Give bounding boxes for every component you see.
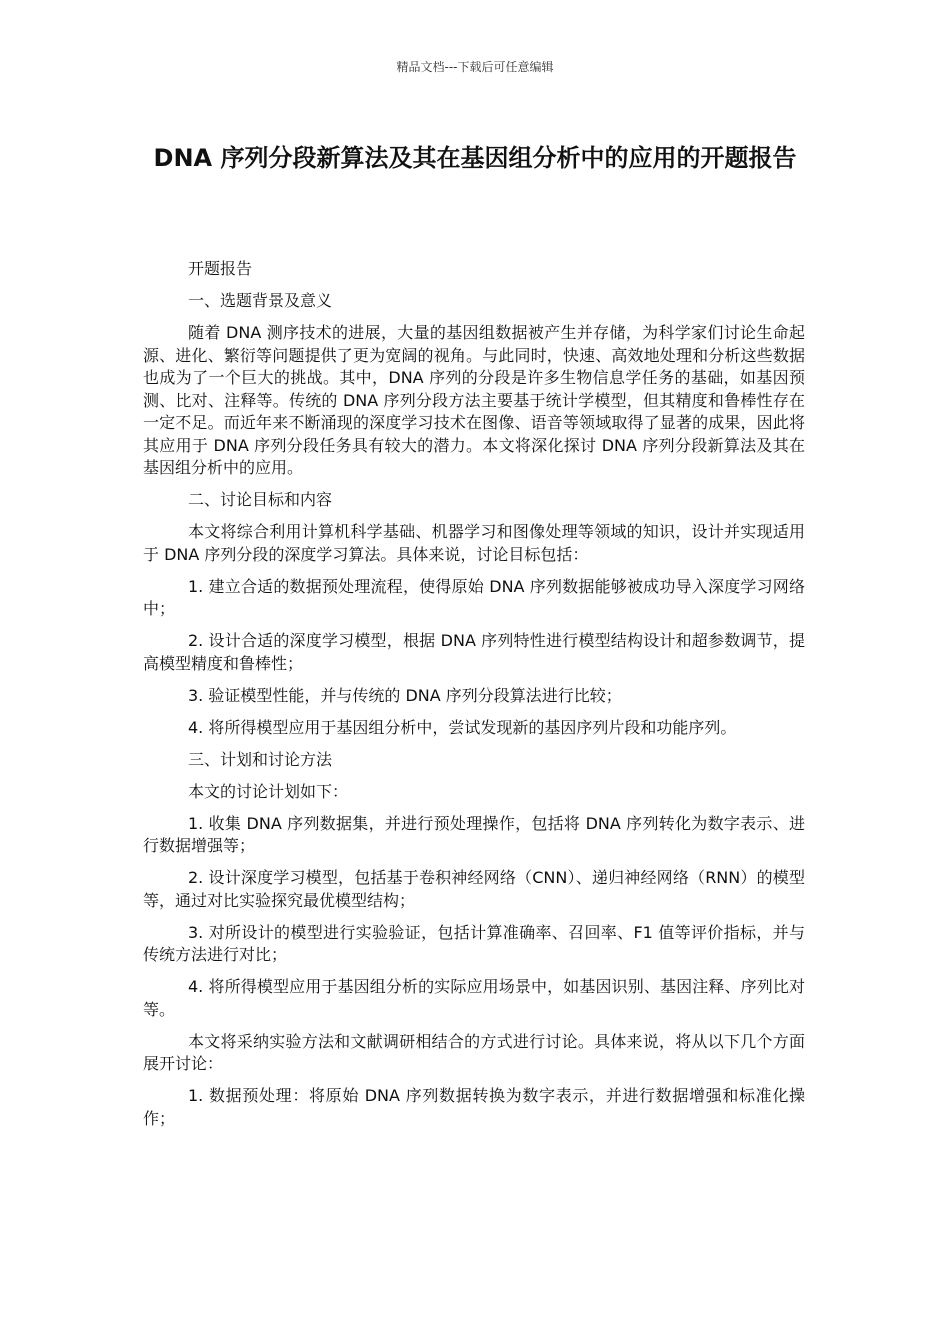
goal-item-4: 4. 将所得模型应用于基因组分析中，尝试发现新的基因序列片段和功能序列。 <box>188 717 737 737</box>
section-heading-background: 一、选题背景及意义 <box>188 291 333 310</box>
section-label-report: 开题报告 <box>188 259 253 278</box>
plan-item-4: 4. 将所得模型应用于基因组分析的实际应用场景中，如基因识别、基因注释、序列比对等。 <box>143 977 805 1019</box>
plan-item-2: 2. 设计深度学习模型，包括基于卷积神经网络（CNN）、递归神经网络（RNN）的模型等，通过对比实验探究最优模型结构； <box>143 868 805 910</box>
goal-item-3: 3. 验证模型性能，并与传统的 DNA 序列分段算法进行比较； <box>188 685 622 705</box>
paragraph-goals-intro: 本文将综合利用计算机科学基础、机器学习和图像处理等领域的知识，设计并实现适用于 DNA 序列分段的深度学习算法。具体来说，讨论目标包括： <box>143 522 805 564</box>
goal-item-2: 2. 设计合适的深度学习模型，根据 DNA 序列特性进行模型结构设计和超参数调节，提高模型精度和鲁棒性； <box>143 631 805 673</box>
plan-item-3: 3. 对所设计的模型进行实验验证，包括计算准确率、召回率、F1 值等评价指标，并与传统方法进行对比； <box>143 922 805 964</box>
document-title: DNA 序列分段新算法及其在基因组分析中的应用的开题报告 <box>153 144 797 172</box>
plan-item-1: 1. 收集 DNA 序列数据集，并进行预处理操作，包括将 DNA 序列转化为数字表示、进行数据增强等； <box>143 813 805 855</box>
paragraph-plan-intro: 本文的讨论计划如下： <box>188 781 349 801</box>
section-heading-goals: 二、讨论目标和内容 <box>188 490 333 509</box>
section-heading-plan: 三、计划和讨论方法 <box>188 749 333 769</box>
goal-item-1: 1. 建立合适的数据预处理流程，使得原始 DNA 序列数据能够被成功导入深度学习网络中； <box>143 576 805 618</box>
method-item-1: 1. 数据预处理：将原始 DNA 序列数据转换为数字表示，并进行数据增强和标准化操作； <box>143 1086 805 1128</box>
paragraph-methods-intro: 本文将采纳实验方法和文献调研相结合的方式进行讨论。具体来说，将从以下几个方面展开讨论： <box>143 1031 805 1073</box>
page-header-note: 精品文档---下载后可任意编辑 <box>396 60 554 74</box>
paragraph-background: 随着 DNA 测序技术的进展，大量的基因组数据被产生并存储，为科学家们讨论生命起源、进化、繁衍等问题提供了更为宽阔的视角。与此同时，快速、高效地处理和分析这些数据也成为了一个巨大的挑战。其中，DNA 序列的分段是许多生物信息学任务的基础，如基因预测、比对、注释等。传统的 DNA 序列分段方法主要基于统计学模型，但其精度和鲁棒性存在一定不足。而近年来不断涌现的深度学习技术在图像、语音等领域取得了显著的成果，因此将其应用于 DNA 序列分段任务具有较大的潜力。本文将深化探讨 DNA 序列分段新算法及其在基因组分析中的应用。 <box>143 323 805 477</box>
document-body <box>143 258 805 1140</box>
